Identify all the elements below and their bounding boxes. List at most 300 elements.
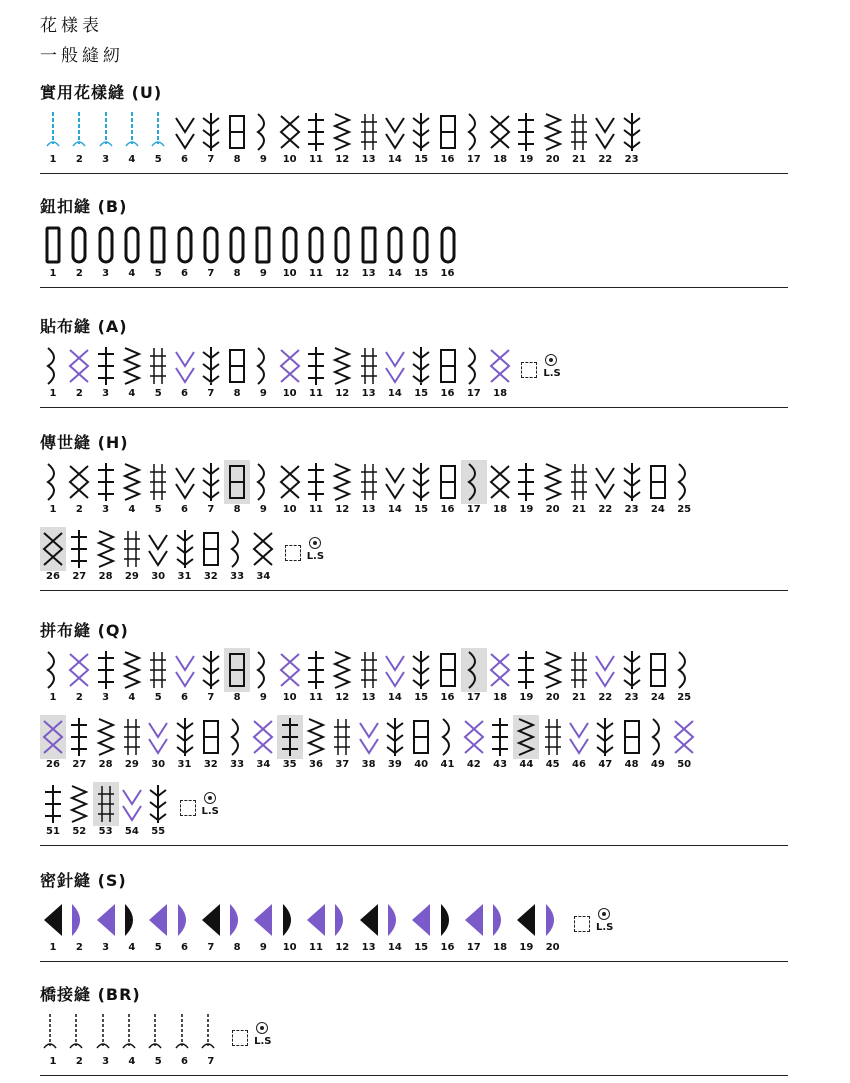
stitch-glyph-icon <box>303 715 329 759</box>
pattern-number: 18 <box>493 942 508 953</box>
stitch-pattern-q-43[interactable] <box>487 715 513 773</box>
stitch-glyph-icon <box>645 460 671 504</box>
stitch-pattern-q-31[interactable] <box>172 715 198 773</box>
pattern-number: 21 <box>572 504 586 515</box>
stitch-pattern-q-25[interactable] <box>671 648 697 706</box>
stitch-pattern-br-3[interactable] <box>93 1012 119 1070</box>
stitch-pattern-q-14[interactable] <box>382 648 408 706</box>
stitch-pattern-h-21[interactable] <box>566 460 592 518</box>
stitch-pattern-u-9[interactable] <box>250 110 276 168</box>
pattern-number: 11 <box>309 268 323 279</box>
stitch-glyph-icon <box>145 782 171 826</box>
stitch-pattern-u-1[interactable] <box>40 110 66 168</box>
stitch-pattern-u-10[interactable] <box>277 110 303 168</box>
stitch-pattern-q-51[interactable] <box>40 782 66 840</box>
stitch-pattern-h-20[interactable] <box>540 460 566 518</box>
stitch-pattern-h-16[interactable] <box>435 460 461 518</box>
stitch-pattern-q-30[interactable] <box>145 715 171 773</box>
stitch-pattern-a-9[interactable] <box>250 344 276 402</box>
stitch-pattern-br-7[interactable] <box>198 1012 224 1070</box>
stitch-pattern-h-24[interactable] <box>645 460 671 518</box>
stitch-pattern-q-17[interactable] <box>461 648 487 706</box>
stitch-pattern-q-2[interactable] <box>66 648 92 706</box>
pattern-number: 11 <box>309 692 323 703</box>
stitch-pattern-a-11[interactable] <box>303 344 329 402</box>
stitch-glyph-icon <box>645 648 671 692</box>
pattern-number: 24 <box>650 504 665 515</box>
stitch-pattern-br-4[interactable] <box>119 1012 145 1070</box>
stitch-pattern-s-10[interactable] <box>277 898 303 956</box>
stitch-row <box>40 782 788 842</box>
stitch-glyph-icon <box>671 648 697 692</box>
stitch-glyph-icon <box>40 898 66 942</box>
stitch-pattern-h-10[interactable] <box>277 460 303 518</box>
stitch-pattern-q-6[interactable] <box>172 648 198 706</box>
stitch-pattern-b-13[interactable] <box>356 224 382 282</box>
stitch-pattern-a-15[interactable] <box>408 344 434 402</box>
pattern-number: 34 <box>256 571 271 582</box>
stitch-pattern-a-16[interactable] <box>435 344 461 402</box>
pattern-number: 18 <box>493 388 508 399</box>
pattern-number: 19 <box>519 692 534 703</box>
stitch-glyph-icon <box>408 224 434 268</box>
stitch-pattern-h-23[interactable] <box>619 460 645 518</box>
stitch-pattern-s-3[interactable] <box>93 898 119 956</box>
pattern-number: 43 <box>493 759 508 770</box>
stitch-pattern-q-36[interactable] <box>303 715 329 773</box>
stitch-glyph-icon <box>119 898 145 942</box>
stitch-glyph-icon <box>224 648 250 692</box>
stitch-pattern-q-8[interactable] <box>224 648 250 706</box>
pattern-number: 52 <box>72 826 87 837</box>
stitch-glyph-icon <box>198 460 224 504</box>
stitch-pattern-q-48[interactable] <box>619 715 645 773</box>
stitch-glyph-icon <box>592 460 618 504</box>
stitch-glyph-icon <box>40 527 66 571</box>
stitch-glyph-icon <box>329 460 355 504</box>
dashed-box-icon <box>232 1030 248 1046</box>
stitch-pattern-s-6[interactable] <box>172 898 198 956</box>
pattern-number: 7 <box>207 154 215 165</box>
pattern-number: 8 <box>233 388 241 399</box>
stitch-glyph-icon <box>198 224 224 268</box>
stitch-glyph-icon <box>329 344 355 388</box>
stitch-glyph-icon <box>566 715 592 759</box>
stitch-pattern-u-16[interactable] <box>435 110 461 168</box>
stitch-pattern-h-14[interactable] <box>382 460 408 518</box>
stitch-pattern-q-23[interactable] <box>619 648 645 706</box>
dashed-box-icon <box>574 916 590 932</box>
stitch-pattern-s-13[interactable] <box>356 898 382 956</box>
stitch-pattern-h-32[interactable] <box>198 527 224 585</box>
pattern-number: 31 <box>177 571 192 582</box>
stitch-pattern-u-2[interactable] <box>66 110 92 168</box>
stitch-pattern-q-33[interactable] <box>224 715 250 773</box>
stitch-glyph-icon <box>119 344 145 388</box>
stitch-pattern-h-12[interactable] <box>329 460 355 518</box>
stitch-pattern-h-6[interactable] <box>172 460 198 518</box>
stitch-pattern-b-11[interactable] <box>303 224 329 282</box>
stitch-pattern-s-4[interactable] <box>119 898 145 956</box>
stitch-pattern-h-15[interactable] <box>408 460 434 518</box>
pattern-number: 33 <box>230 759 245 770</box>
stitch-pattern-h-31[interactable] <box>172 527 198 585</box>
pattern-number: 15 <box>414 692 429 703</box>
pattern-number: 28 <box>98 759 113 770</box>
stitch-pattern-h-19[interactable] <box>513 460 539 518</box>
stitch-pattern-u-18[interactable] <box>487 110 513 168</box>
stitch-pattern-q-53[interactable] <box>93 782 119 840</box>
stitch-pattern-q-41[interactable] <box>435 715 461 773</box>
stitch-pattern-q-12[interactable] <box>329 648 355 706</box>
stitch-pattern-br-1[interactable] <box>40 1012 66 1070</box>
stitch-glyph-icon <box>145 715 171 759</box>
stitch-pattern-u-21[interactable] <box>566 110 592 168</box>
stitch-pattern-s-5[interactable] <box>145 898 171 956</box>
stitch-pattern-h-1[interactable] <box>40 460 66 518</box>
stitch-pattern-q-16[interactable] <box>435 648 461 706</box>
stitch-pattern-s-14[interactable] <box>382 898 408 956</box>
pattern-number: 21 <box>572 692 586 703</box>
stitch-pattern-u-14[interactable] <box>382 110 408 168</box>
stitch-glyph-icon <box>172 898 198 942</box>
stitch-pattern-s-20[interactable] <box>540 898 566 956</box>
section-divider <box>40 590 788 591</box>
stitch-glyph-icon <box>145 224 171 268</box>
stitch-pattern-q-3[interactable] <box>93 648 119 706</box>
stitch-glyph-icon <box>93 648 119 692</box>
pattern-number: 34 <box>256 759 271 770</box>
stitch-pattern-b-1[interactable] <box>40 224 66 282</box>
stitch-glyph-icon <box>172 460 198 504</box>
stitch-pattern-s-1[interactable] <box>40 898 66 956</box>
stitch-pattern-u-19[interactable] <box>513 110 539 168</box>
stitch-pattern-s-16[interactable] <box>435 898 461 956</box>
stitch-glyph-icon <box>172 224 198 268</box>
pattern-number: 24 <box>650 692 665 703</box>
stitch-pattern-u-12[interactable] <box>329 110 355 168</box>
stitch-pattern-a-7[interactable] <box>198 344 224 402</box>
stitch-pattern-u-4[interactable] <box>119 110 145 168</box>
needle-dot-icon <box>204 792 216 804</box>
stitch-pattern-h-13[interactable] <box>356 460 382 518</box>
stitch-glyph-icon <box>513 648 539 692</box>
stitch-pattern-b-16[interactable] <box>435 224 461 282</box>
pattern-number: 9 <box>259 268 267 279</box>
stitch-pattern-h-26[interactable] <box>40 527 66 585</box>
stitch-row <box>40 898 788 958</box>
stitch-pattern-s-11[interactable] <box>303 898 329 956</box>
stitch-pattern-q-28[interactable] <box>93 715 119 773</box>
stitch-pattern-q-9[interactable] <box>250 648 276 706</box>
pattern-number: 37 <box>335 759 350 770</box>
stitch-pattern-q-15[interactable] <box>408 648 434 706</box>
stitch-pattern-b-10[interactable] <box>277 224 303 282</box>
pattern-number: 4 <box>128 154 136 165</box>
stitch-pattern-b-12[interactable] <box>329 224 355 282</box>
stitch-pattern-q-22[interactable] <box>592 648 618 706</box>
title-block <box>40 14 124 68</box>
stitch-pattern-q-50[interactable] <box>671 715 697 773</box>
stitch-glyph-icon <box>303 224 329 268</box>
stitch-pattern-q-27[interactable] <box>66 715 92 773</box>
stitch-pattern-q-32[interactable] <box>198 715 224 773</box>
stitch-pattern-s-18[interactable] <box>487 898 513 956</box>
stitch-pattern-h-7[interactable] <box>198 460 224 518</box>
section-heading: 橋接縫 (BR) <box>40 985 141 1004</box>
stitch-pattern-q-39[interactable] <box>382 715 408 773</box>
stitch-pattern-h-17[interactable] <box>461 460 487 518</box>
stitch-pattern-s-19[interactable] <box>513 898 539 956</box>
stitch-pattern-q-42[interactable] <box>461 715 487 773</box>
pattern-number: 25 <box>677 504 692 515</box>
stitch-pattern-h-5[interactable] <box>145 460 171 518</box>
stitch-pattern-h-28[interactable] <box>93 527 119 585</box>
stitch-glyph-icon <box>93 1012 119 1056</box>
pattern-number: 1 <box>49 154 57 165</box>
stitch-pattern-a-17[interactable] <box>461 344 487 402</box>
stitch-pattern-q-54[interactable] <box>119 782 145 840</box>
stitch-row <box>40 715 788 775</box>
stitch-pattern-s-8[interactable] <box>224 898 250 956</box>
stitch-pattern-q-52[interactable] <box>66 782 92 840</box>
section-heading: 鈕扣縫 (B) <box>40 197 128 216</box>
stitch-glyph-icon <box>277 898 303 942</box>
stitch-pattern-a-14[interactable] <box>382 344 408 402</box>
pattern-number: 11 <box>309 154 323 165</box>
section-q <box>40 620 788 837</box>
pattern-number: 3 <box>102 154 110 165</box>
stitch-pattern-q-11[interactable] <box>303 648 329 706</box>
stitch-pattern-a-10[interactable] <box>277 344 303 402</box>
stitch-pattern-a-12[interactable] <box>329 344 355 402</box>
pattern-number: 9 <box>259 692 267 703</box>
stitch-pattern-b-2[interactable] <box>66 224 92 282</box>
stitch-pattern-u-5[interactable] <box>145 110 171 168</box>
stitch-pattern-a-6[interactable] <box>172 344 198 402</box>
stitch-pattern-b-4[interactable] <box>119 224 145 282</box>
stitch-glyph-icon <box>145 1012 171 1056</box>
stitch-pattern-h-29[interactable] <box>119 527 145 585</box>
stitch-pattern-a-1[interactable] <box>40 344 66 402</box>
needle-dot-icon <box>309 537 321 549</box>
stitch-pattern-q-24[interactable] <box>645 648 671 706</box>
ls-indicator <box>232 1018 282 1052</box>
stitch-pattern-q-44[interactable] <box>513 715 539 773</box>
pattern-number: 23 <box>624 504 639 515</box>
stitch-pattern-b-14[interactable] <box>382 224 408 282</box>
section-heading: 貼布縫 (A) <box>40 317 128 336</box>
pattern-number: 22 <box>598 504 613 515</box>
stitch-pattern-q-26[interactable] <box>40 715 66 773</box>
pattern-number: 31 <box>177 759 192 770</box>
stitch-pattern-q-40[interactable] <box>408 715 434 773</box>
stitch-pattern-q-55[interactable] <box>145 782 171 840</box>
pattern-number: 28 <box>98 571 113 582</box>
stitch-pattern-s-17[interactable] <box>461 898 487 956</box>
stitch-pattern-s-15[interactable] <box>408 898 434 956</box>
page-subtitle: 一般縫紉 <box>40 46 124 66</box>
stitch-pattern-a-2[interactable] <box>66 344 92 402</box>
pattern-number: 10 <box>282 154 297 165</box>
stitch-glyph-icon <box>303 648 329 692</box>
pattern-number: 16 <box>440 388 455 399</box>
pattern-number: 13 <box>361 942 376 953</box>
section-s <box>40 870 788 953</box>
stitch-pattern-q-7[interactable] <box>198 648 224 706</box>
stitch-pattern-q-38[interactable] <box>356 715 382 773</box>
stitch-glyph-icon <box>250 110 276 154</box>
pattern-number: 13 <box>361 692 376 703</box>
pattern-number: 25 <box>677 692 692 703</box>
stitch-pattern-a-4[interactable] <box>119 344 145 402</box>
stitch-pattern-q-46[interactable] <box>566 715 592 773</box>
stitch-pattern-h-8[interactable] <box>224 460 250 518</box>
stitch-pattern-q-35[interactable] <box>277 715 303 773</box>
stitch-glyph-icon <box>619 648 645 692</box>
stitch-pattern-u-15[interactable] <box>408 110 434 168</box>
stitch-glyph-icon <box>566 648 592 692</box>
stitch-pattern-h-25[interactable] <box>671 460 697 518</box>
stitch-pattern-u-23[interactable] <box>619 110 645 168</box>
stitch-pattern-a-8[interactable] <box>224 344 250 402</box>
stitch-pattern-b-7[interactable] <box>198 224 224 282</box>
pattern-number: 1 <box>49 1056 57 1067</box>
pattern-number: 3 <box>102 692 110 703</box>
stitch-pattern-q-13[interactable] <box>356 648 382 706</box>
pattern-number: 16 <box>440 268 455 279</box>
stitch-pattern-h-22[interactable] <box>592 460 618 518</box>
stitch-glyph-icon <box>329 110 355 154</box>
page-title: 花樣表 <box>40 16 103 36</box>
pattern-number: 12 <box>335 504 350 515</box>
pattern-number: 3 <box>102 1056 110 1067</box>
stitch-glyph-icon <box>382 344 408 388</box>
dashed-box-icon <box>521 362 537 378</box>
stitch-pattern-a-3[interactable] <box>93 344 119 402</box>
stitch-glyph-icon <box>487 344 513 388</box>
pattern-number: 17 <box>466 692 481 703</box>
stitch-glyph-icon <box>487 460 513 504</box>
stitch-glyph-icon <box>487 898 513 942</box>
pattern-number: 16 <box>440 692 455 703</box>
stitch-glyph-icon <box>40 110 66 154</box>
stitch-glyph-icon <box>513 715 539 759</box>
pattern-number: 18 <box>493 154 508 165</box>
stitch-pattern-b-8[interactable] <box>224 224 250 282</box>
stitch-pattern-q-20[interactable] <box>540 648 566 706</box>
stitch-pattern-h-18[interactable] <box>487 460 513 518</box>
stitch-pattern-br-6[interactable] <box>172 1012 198 1070</box>
stitch-glyph-icon <box>461 110 487 154</box>
stitch-pattern-u-8[interactable] <box>224 110 250 168</box>
stitch-pattern-u-11[interactable] <box>303 110 329 168</box>
stitch-glyph-icon <box>66 715 92 759</box>
stitch-pattern-br-5[interactable] <box>145 1012 171 1070</box>
stitch-pattern-q-5[interactable] <box>145 648 171 706</box>
stitch-pattern-u-17[interactable] <box>461 110 487 168</box>
stitch-glyph-icon <box>382 648 408 692</box>
pattern-number: 13 <box>361 154 376 165</box>
stitch-pattern-u-7[interactable] <box>198 110 224 168</box>
stitch-pattern-q-49[interactable] <box>645 715 671 773</box>
stitch-pattern-u-13[interactable] <box>356 110 382 168</box>
stitch-pattern-h-27[interactable] <box>66 527 92 585</box>
stitch-pattern-q-21[interactable] <box>566 648 592 706</box>
stitch-pattern-h-2[interactable] <box>66 460 92 518</box>
stitch-pattern-h-33[interactable] <box>224 527 250 585</box>
stitch-glyph-icon <box>303 344 329 388</box>
pattern-number: 18 <box>493 692 508 703</box>
stitch-pattern-u-20[interactable] <box>540 110 566 168</box>
stitch-pattern-q-47[interactable] <box>592 715 618 773</box>
pattern-number: 49 <box>650 759 665 770</box>
section-a <box>40 316 788 399</box>
pattern-number: 17 <box>466 504 481 515</box>
pattern-number: 30 <box>151 571 166 582</box>
stitch-pattern-q-45[interactable] <box>540 715 566 773</box>
section-br <box>40 984 788 1067</box>
stitch-pattern-s-12[interactable] <box>329 898 355 956</box>
section-u <box>40 82 788 165</box>
stitch-pattern-s-7[interactable] <box>198 898 224 956</box>
pattern-number: 14 <box>387 504 402 515</box>
stitch-pattern-br-2[interactable] <box>66 1012 92 1070</box>
stitch-pattern-b-15[interactable] <box>408 224 434 282</box>
stitch-pattern-u-3[interactable] <box>93 110 119 168</box>
stitch-pattern-q-1[interactable] <box>40 648 66 706</box>
stitch-pattern-h-34[interactable] <box>250 527 276 585</box>
stitch-pattern-h-4[interactable] <box>119 460 145 518</box>
stitch-glyph-icon <box>277 460 303 504</box>
stitch-pattern-h-3[interactable] <box>93 460 119 518</box>
stitch-pattern-q-29[interactable] <box>119 715 145 773</box>
stitch-pattern-h-30[interactable] <box>145 527 171 585</box>
pattern-number: 7 <box>207 692 215 703</box>
stitch-pattern-q-34[interactable] <box>250 715 276 773</box>
stitch-pattern-b-5[interactable] <box>145 224 171 282</box>
stitch-row <box>40 460 788 520</box>
stitch-pattern-h-11[interactable] <box>303 460 329 518</box>
stitch-pattern-u-22[interactable] <box>592 110 618 168</box>
pattern-number: 6 <box>181 692 188 703</box>
stitch-glyph-icon <box>66 898 92 942</box>
stitch-glyph-icon <box>145 460 171 504</box>
stitch-pattern-q-18[interactable] <box>487 648 513 706</box>
stitch-pattern-b-9[interactable] <box>250 224 276 282</box>
pattern-number: 10 <box>282 504 297 515</box>
stitch-pattern-q-4[interactable] <box>119 648 145 706</box>
stitch-pattern-a-5[interactable] <box>145 344 171 402</box>
stitch-pattern-a-18[interactable] <box>487 344 513 402</box>
pattern-number: 22 <box>598 154 613 165</box>
stitch-pattern-b-3[interactable] <box>93 224 119 282</box>
stitch-glyph-icon <box>671 460 697 504</box>
stitch-pattern-q-19[interactable] <box>513 648 539 706</box>
stitch-pattern-h-9[interactable] <box>250 460 276 518</box>
stitch-pattern-s-2[interactable] <box>66 898 92 956</box>
stitch-pattern-q-37[interactable] <box>329 715 355 773</box>
section-divider <box>40 961 788 962</box>
stitch-pattern-b-6[interactable] <box>172 224 198 282</box>
stitch-glyph-icon <box>198 715 224 759</box>
stitch-glyph-icon <box>382 715 408 759</box>
stitch-pattern-a-13[interactable] <box>356 344 382 402</box>
stitch-pattern-q-10[interactable] <box>277 648 303 706</box>
stitch-pattern-u-6[interactable] <box>172 110 198 168</box>
section-heading: 實用花樣縫 (U) <box>40 83 163 102</box>
stitch-pattern-s-9[interactable] <box>250 898 276 956</box>
